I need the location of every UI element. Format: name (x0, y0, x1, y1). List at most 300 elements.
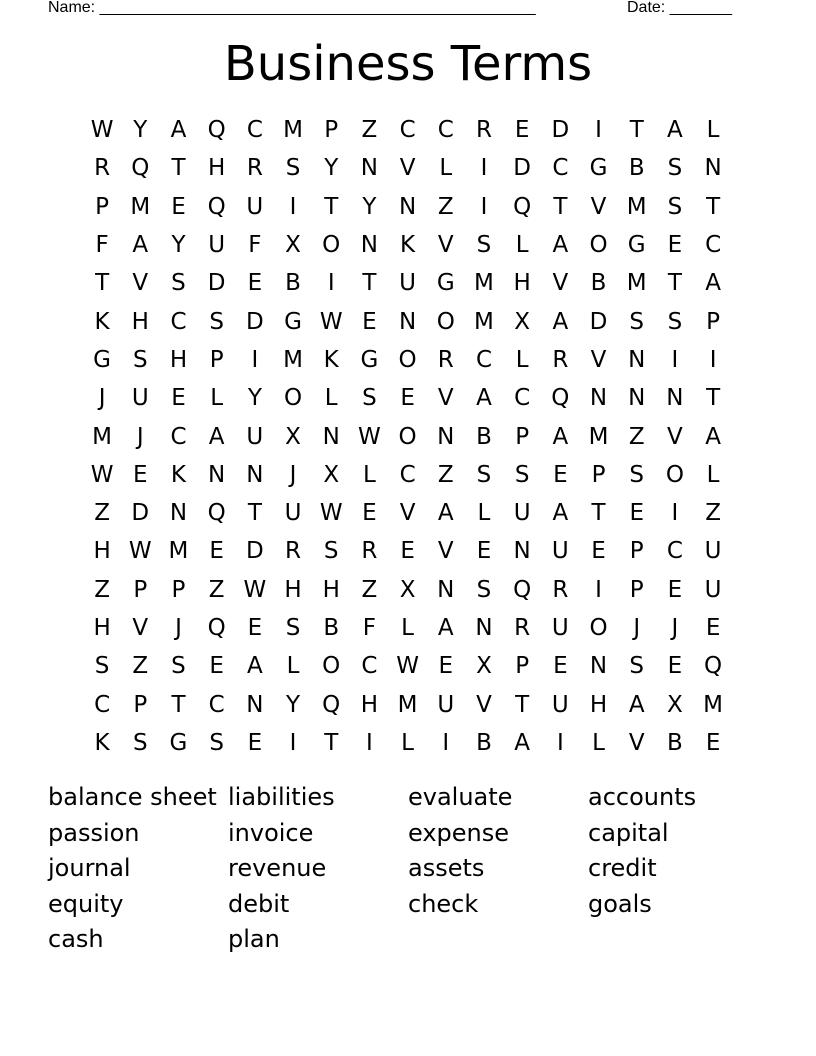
grid-letter[interactable]: P (629, 576, 644, 603)
grid-letter[interactable]: J (633, 615, 641, 641)
grid-letter[interactable]: M (626, 193, 647, 220)
grid-letter[interactable]: S (476, 576, 492, 603)
grid-letter[interactable]: V (590, 193, 607, 220)
grid-letter[interactable]: N (475, 615, 493, 641)
grid-letter[interactable]: A (705, 270, 721, 297)
grid-letter[interactable]: T (706, 385, 721, 412)
grid-letter[interactable]: T (706, 193, 721, 220)
grid-letter[interactable]: V (628, 729, 645, 756)
grid-letter[interactable]: R (475, 117, 492, 144)
grid-letter[interactable]: N (208, 461, 226, 488)
grid-letter[interactable]: I (595, 576, 602, 603)
grid-letter[interactable]: E (705, 615, 721, 641)
word-list-item: check (408, 889, 479, 918)
grid-letter[interactable]: E (667, 232, 683, 259)
grid-letter[interactable]: L (477, 500, 491, 527)
grid-letter[interactable]: V (552, 270, 569, 297)
grid-letter[interactable]: Z (437, 461, 454, 488)
grid-letter[interactable]: Y (171, 232, 186, 259)
grid-letter[interactable]: Z (132, 653, 149, 680)
grid-letter[interactable]: Z (628, 423, 645, 450)
grid-letter[interactable]: N (246, 461, 264, 488)
grid-letter[interactable]: S (667, 155, 683, 182)
grid-letter[interactable]: E (476, 538, 492, 565)
grid-letter[interactable]: L (362, 461, 376, 488)
grid-letter[interactable]: O (322, 653, 341, 680)
grid-letter[interactable]: S (209, 308, 224, 335)
grid-letter[interactable]: G (589, 155, 608, 182)
grid-letter[interactable]: Z (94, 576, 110, 603)
grid-letter[interactable]: P (515, 653, 530, 680)
grid-letter[interactable]: B (590, 270, 607, 297)
grid-letter[interactable]: S (476, 461, 492, 488)
grid-letter[interactable]: E (247, 270, 263, 297)
grid-letter[interactable]: E (705, 729, 721, 756)
grid-letter[interactable]: B (628, 155, 645, 182)
grid-letter[interactable]: N (398, 193, 417, 220)
grid-letter[interactable]: J (175, 615, 182, 641)
grid-letter[interactable]: W (358, 423, 381, 450)
grid-letter[interactable]: Y (247, 385, 262, 412)
grid-letter[interactable]: D (551, 117, 570, 144)
grid-letter[interactable]: Q (207, 117, 226, 144)
grid-letter[interactable]: D (245, 308, 264, 335)
grid-letter[interactable]: U (704, 538, 722, 565)
grid-letter[interactable]: N (246, 691, 264, 718)
grid-letter[interactable]: A (705, 423, 721, 450)
grid-letter[interactable]: G (436, 270, 455, 297)
grid-letter[interactable]: U (551, 538, 569, 565)
grid-letter[interactable]: E (400, 538, 415, 565)
grid-letter[interactable]: B (476, 423, 492, 450)
grid-letter[interactable]: S (629, 653, 645, 680)
grid-letter[interactable]: V (437, 538, 454, 565)
grid-letter[interactable]: A (437, 615, 454, 641)
grid-letter[interactable]: H (169, 346, 188, 373)
grid-letter[interactable]: T (324, 193, 339, 220)
grid-letter[interactable]: M (168, 538, 189, 565)
grid-letter[interactable]: L (324, 385, 338, 412)
grid-letter[interactable]: V (590, 346, 607, 373)
grid-letter[interactable]: I (442, 729, 450, 756)
grid-letter[interactable]: C (514, 385, 531, 412)
word-list-item: evaluate (408, 783, 513, 811)
grid-letter[interactable]: G (284, 308, 302, 335)
grid-letter[interactable]: I (556, 729, 564, 756)
grid-letter[interactable]: C (705, 232, 722, 259)
grid-letter[interactable]: R (94, 155, 111, 182)
grid-letter[interactable]: C (437, 117, 454, 144)
grid-letter[interactable]: U (246, 193, 264, 220)
grid-letter[interactable]: Y (286, 691, 301, 718)
grid-letter[interactable]: U (284, 500, 302, 527)
grid-letter[interactable]: T (95, 270, 110, 297)
grid-letter[interactable]: Z (208, 576, 225, 603)
grid-letter[interactable]: Z (437, 193, 454, 220)
grid-letter[interactable]: E (438, 653, 454, 680)
grid-letter[interactable]: N (398, 308, 417, 335)
grid-letter[interactable]: S (285, 615, 301, 641)
grid-letter[interactable]: I (366, 729, 373, 756)
grid-letter[interactable]: M (474, 308, 494, 335)
grid-letter[interactable]: M (92, 423, 113, 450)
word-list (48, 780, 768, 958)
grid-letter[interactable]: G (93, 346, 111, 373)
grid-letter[interactable]: P (95, 193, 110, 220)
grid-letter[interactable]: F (95, 232, 109, 259)
grid-letter[interactable]: J (289, 461, 297, 488)
grid-letter[interactable]: V (132, 270, 149, 297)
grid-letter[interactable]: H (513, 270, 531, 297)
grid-letter[interactable]: Q (551, 385, 570, 412)
grid-letter[interactable]: X (476, 653, 492, 680)
grid-letter[interactable]: Q (704, 653, 723, 680)
grid-letter[interactable]: R (514, 615, 531, 641)
grid-letter[interactable]: N (437, 576, 455, 603)
grid-letter[interactable]: V (399, 155, 416, 182)
grid-letter[interactable]: C (399, 117, 416, 144)
grid-letter[interactable]: F (362, 615, 377, 641)
grid-letter[interactable]: H (360, 691, 379, 718)
grid-letter[interactable]: X (285, 232, 301, 259)
grid-letter[interactable]: G (627, 232, 646, 259)
grid-letter[interactable]: A (476, 385, 492, 412)
grid-letter[interactable]: S (132, 729, 148, 756)
grid-letter[interactable]: E (209, 538, 224, 565)
grid-letter[interactable]: N (437, 423, 455, 450)
grid-letter[interactable]: S (476, 232, 492, 259)
word-list-item: cash (48, 925, 104, 953)
grid-letter[interactable]: U (208, 232, 226, 259)
grid-letter[interactable]: H (93, 615, 111, 641)
grid-letter[interactable]: W (319, 308, 343, 335)
grid-letter[interactable]: V (667, 423, 683, 450)
grid-letter[interactable]: T (667, 270, 682, 297)
grid-letter[interactable]: A (514, 729, 531, 756)
grid-letter[interactable]: P (133, 576, 148, 603)
grid-letter[interactable]: S (362, 385, 377, 412)
grid-letter[interactable]: D (131, 500, 150, 527)
word-list-item: goals (588, 889, 652, 918)
grid-letter[interactable]: A (552, 308, 569, 335)
grid-letter[interactable]: N (628, 346, 646, 373)
grid-letter[interactable]: U (513, 500, 531, 527)
grid-letter[interactable]: O (665, 461, 684, 488)
grid-letter[interactable]: Q (131, 155, 150, 182)
grid-letter[interactable]: T (171, 155, 186, 182)
grid-letter[interactable]: L (401, 729, 414, 756)
grid-letter[interactable]: G (360, 346, 379, 373)
grid-letter[interactable]: A (552, 500, 569, 527)
grid-letter[interactable]: A (628, 691, 645, 718)
grid-letter[interactable]: E (667, 576, 683, 603)
grid-letter[interactable]: B (476, 729, 492, 756)
grid-letter[interactable]: L (515, 346, 529, 373)
grid-letter[interactable]: L (706, 461, 720, 488)
grid-letter[interactable]: A (132, 232, 149, 259)
grid-letter[interactable]: C (475, 346, 492, 373)
grid-letter[interactable]: I (289, 193, 297, 220)
word-list-item: accounts (588, 783, 697, 811)
grid-letter[interactable]: S (629, 461, 645, 488)
grid-letter[interactable]: D (245, 538, 264, 565)
grid-letter[interactable]: R (246, 155, 263, 182)
grid-letter[interactable]: V (437, 232, 454, 259)
grid-letter[interactable]: C (170, 308, 187, 335)
grid-letter[interactable]: U (399, 270, 417, 297)
grid-letter[interactable]: W (90, 461, 114, 488)
grid-letter[interactable]: S (629, 308, 645, 335)
grid-letter[interactable]: N (628, 385, 646, 412)
grid-letter[interactable]: E (247, 729, 263, 756)
grid-letter[interactable]: B (667, 729, 683, 756)
grid-letter[interactable]: B (323, 615, 340, 641)
grid-letter[interactable]: C (208, 691, 225, 718)
grid-letter[interactable]: W (396, 653, 419, 680)
grid-letter[interactable]: N (360, 232, 379, 259)
name-field[interactable]: Name: _________________________________________________ (48, 0, 536, 16)
grid-letter[interactable]: H (93, 538, 111, 565)
grid-letter[interactable]: N (169, 500, 188, 527)
grid-letter[interactable]: O (589, 615, 608, 641)
grid-letter[interactable]: Z (361, 117, 378, 144)
grid-letter[interactable]: K (94, 729, 110, 756)
grid-letter[interactable]: X (667, 691, 683, 718)
grid-letter[interactable]: Q (513, 576, 532, 603)
grid-letter[interactable]: O (398, 346, 417, 373)
grid-letter[interactable]: O (283, 385, 303, 412)
grid-letter[interactable]: J (136, 423, 144, 450)
grid-letter[interactable]: A (552, 423, 569, 450)
grid-letter[interactable]: E (553, 653, 568, 680)
grid-letter[interactable]: Q (207, 500, 226, 527)
grid-letter[interactable]: C (361, 653, 378, 680)
grid-letter[interactable]: P (324, 117, 339, 144)
grid-letter[interactable]: P (209, 346, 224, 373)
grid-letter[interactable]: C (94, 691, 111, 718)
grid-letter[interactable]: I (595, 117, 602, 144)
grid-letter[interactable]: S (94, 653, 110, 680)
grid-letter[interactable]: Z (94, 500, 110, 527)
grid-letter[interactable]: U (131, 385, 149, 412)
grid-letter[interactable]: D (207, 270, 226, 297)
grid-letter[interactable]: M (626, 270, 647, 297)
grid-letter[interactable]: T (591, 500, 606, 527)
grid-letter[interactable]: I (289, 729, 297, 756)
grid-letter[interactable]: T (247, 500, 262, 527)
grid-letter[interactable]: H (208, 155, 226, 182)
grid-letter[interactable]: E (629, 500, 644, 527)
grid-letter[interactable]: M (397, 691, 418, 718)
grid-letter[interactable]: L (515, 232, 529, 259)
grid-letter[interactable]: P (133, 691, 148, 718)
grid-letter[interactable]: N (666, 385, 684, 412)
grid-letter[interactable]: V (476, 691, 492, 718)
grid-letter[interactable]: E (171, 385, 186, 412)
grid-letter[interactable]: X (514, 308, 531, 335)
grid-letter[interactable]: S (171, 653, 186, 680)
grid-letter[interactable]: Q (207, 193, 226, 220)
grid-letter[interactable]: Y (133, 117, 148, 144)
grid-letter[interactable]: K (400, 232, 416, 259)
grid-letter[interactable]: R (552, 576, 569, 603)
grid-letter[interactable]: K (323, 346, 339, 373)
grid-letter[interactable]: T (553, 193, 568, 220)
grid-letter[interactable]: I (251, 346, 259, 373)
grid-letter[interactable]: L (592, 729, 605, 756)
grid-letter[interactable]: D (513, 155, 532, 182)
grid-letter[interactable]: I (709, 346, 717, 373)
grid-letter[interactable]: Z (361, 576, 378, 603)
grid-letter[interactable]: L (210, 385, 224, 412)
grid-letter[interactable]: A (170, 117, 187, 144)
grid-letter[interactable]: M (283, 117, 303, 144)
grid-letter[interactable]: U (704, 576, 722, 603)
grid-letter[interactable]: M (283, 346, 303, 373)
grid-letter[interactable]: U (551, 615, 569, 641)
grid-letter[interactable]: E (514, 117, 530, 144)
grid-letter[interactable]: C (170, 423, 187, 450)
grid-letter[interactable]: C (399, 461, 416, 488)
grid-letter[interactable]: I (671, 346, 679, 373)
grid-letter[interactable]: E (247, 615, 263, 641)
grid-letter[interactable]: E (591, 538, 606, 565)
grid-letter[interactable]: N (322, 423, 340, 450)
grid-letter[interactable]: P (706, 308, 721, 335)
grid-letter[interactable]: N (704, 155, 722, 182)
grid-letter[interactable]: X (323, 461, 340, 488)
grid-letter[interactable]: S (285, 155, 301, 182)
grid-letter[interactable]: D (589, 308, 608, 335)
grid-letter[interactable]: E (362, 500, 377, 527)
grid-letter[interactable]: I (327, 270, 335, 297)
grid-letter[interactable]: C (246, 117, 263, 144)
grid-letter[interactable]: O (436, 308, 455, 335)
grid-letter[interactable]: S (209, 729, 224, 756)
word-list-item: credit (588, 854, 657, 882)
grid-letter[interactable]: X (285, 423, 301, 450)
grid-letter[interactable]: P (515, 423, 530, 450)
grid-letter[interactable]: V (437, 385, 454, 412)
word-list-item: revenue (228, 854, 327, 882)
grid-letter[interactable]: H (589, 691, 608, 718)
word-list-item: passion (48, 818, 140, 847)
grid-letter[interactable]: P (171, 576, 186, 603)
grid-letter[interactable]: A (208, 423, 225, 450)
grid-letter[interactable]: P (629, 538, 644, 565)
grid-letter[interactable]: K (170, 461, 187, 488)
grid-letter[interactable]: L (401, 615, 414, 641)
grid-letter[interactable]: A (437, 500, 454, 527)
grid-letter[interactable]: U (246, 423, 264, 450)
grid-letter[interactable]: H (284, 576, 302, 603)
grid-letter[interactable]: O (322, 232, 341, 259)
grid-letter[interactable]: N (360, 155, 379, 182)
grid-letter[interactable]: A (552, 232, 569, 259)
grid-letter[interactable]: M (474, 270, 494, 297)
grid-letter[interactable]: Y (324, 155, 339, 182)
grid-letter[interactable]: N (589, 385, 608, 412)
grid-letter[interactable]: E (209, 653, 224, 680)
grid-letter[interactable]: W (90, 117, 114, 144)
grid-letter[interactable]: S (171, 270, 186, 297)
grid-letter[interactable]: I (671, 500, 679, 527)
grid-letter[interactable]: Z (705, 500, 721, 527)
grid-letter[interactable]: E (667, 653, 683, 680)
grid-letter[interactable]: L (286, 653, 300, 680)
grid-letter[interactable]: H (131, 308, 149, 335)
grid-letter[interactable]: I (480, 193, 488, 220)
grid-letter[interactable]: T (324, 729, 339, 756)
grid-letter[interactable]: A (667, 117, 683, 144)
grid-letter[interactable]: E (553, 461, 568, 488)
grid-letter[interactable]: E (133, 461, 148, 488)
grid-letter[interactable]: S (323, 538, 339, 565)
grid-letter[interactable]: M (130, 193, 151, 220)
grid-letter[interactable]: R (361, 538, 378, 565)
grid-letter[interactable]: L (439, 155, 453, 182)
grid-letter[interactable]: B (285, 270, 301, 297)
grid-letter[interactable]: U (551, 691, 569, 718)
grid-letter[interactable]: U (437, 691, 455, 718)
grid-letter[interactable]: N (513, 538, 531, 565)
grid-letter[interactable]: E (171, 193, 186, 220)
grid-letter[interactable]: G (169, 729, 188, 756)
grid-letter[interactable]: S (132, 346, 148, 373)
grid-letter[interactable]: O (398, 423, 417, 450)
grid-letter[interactable]: P (591, 461, 606, 488)
grid-letter[interactable]: W (243, 576, 267, 603)
grid-letter[interactable]: J (671, 615, 679, 641)
grid-letter[interactable]: Q (513, 193, 532, 220)
date-field[interactable]: Date: _______ (627, 0, 732, 16)
grid-letter[interactable]: M (703, 691, 724, 718)
grid-letter[interactable]: Q (207, 615, 226, 641)
grid-letter[interactable]: C (552, 155, 569, 182)
grid-letter[interactable]: S (514, 461, 530, 488)
grid-letter[interactable]: E (362, 308, 377, 335)
grid-letter[interactable]: T (629, 117, 644, 144)
grid-letter[interactable]: T (171, 691, 186, 718)
grid-letter[interactable]: N (589, 653, 608, 680)
grid-letter[interactable]: T (515, 691, 530, 718)
grid-letter[interactable]: Y (362, 193, 377, 220)
grid-letter[interactable]: M (588, 423, 609, 450)
grid-letter[interactable]: H (322, 576, 340, 603)
grid-letter[interactable]: Q (322, 691, 341, 718)
grid-letter[interactable]: F (248, 232, 262, 259)
grid-letter[interactable]: R (437, 346, 454, 373)
grid-letter[interactable]: V (399, 500, 416, 527)
grid-letter[interactable]: K (94, 308, 110, 335)
grid-letter[interactable]: A (246, 653, 263, 680)
grid-letter[interactable]: W (128, 538, 152, 565)
grid-letter[interactable]: T (362, 270, 377, 297)
grid-letter[interactable]: R (285, 538, 302, 565)
grid-letter[interactable]: L (706, 117, 720, 144)
grid-letter[interactable]: R (552, 346, 569, 373)
grid-letter[interactable]: J (98, 385, 106, 412)
grid-letter[interactable]: S (667, 308, 683, 335)
grid-letter[interactable]: S (667, 193, 683, 220)
grid-letter[interactable]: O (589, 232, 608, 259)
grid-letter[interactable]: C (666, 538, 683, 565)
grid-letter[interactable]: I (480, 155, 488, 182)
grid-letter[interactable]: V (132, 615, 149, 641)
grid-letter[interactable]: X (399, 576, 416, 603)
grid-letter[interactable]: W (319, 500, 343, 527)
grid-letter[interactable]: E (400, 385, 415, 412)
